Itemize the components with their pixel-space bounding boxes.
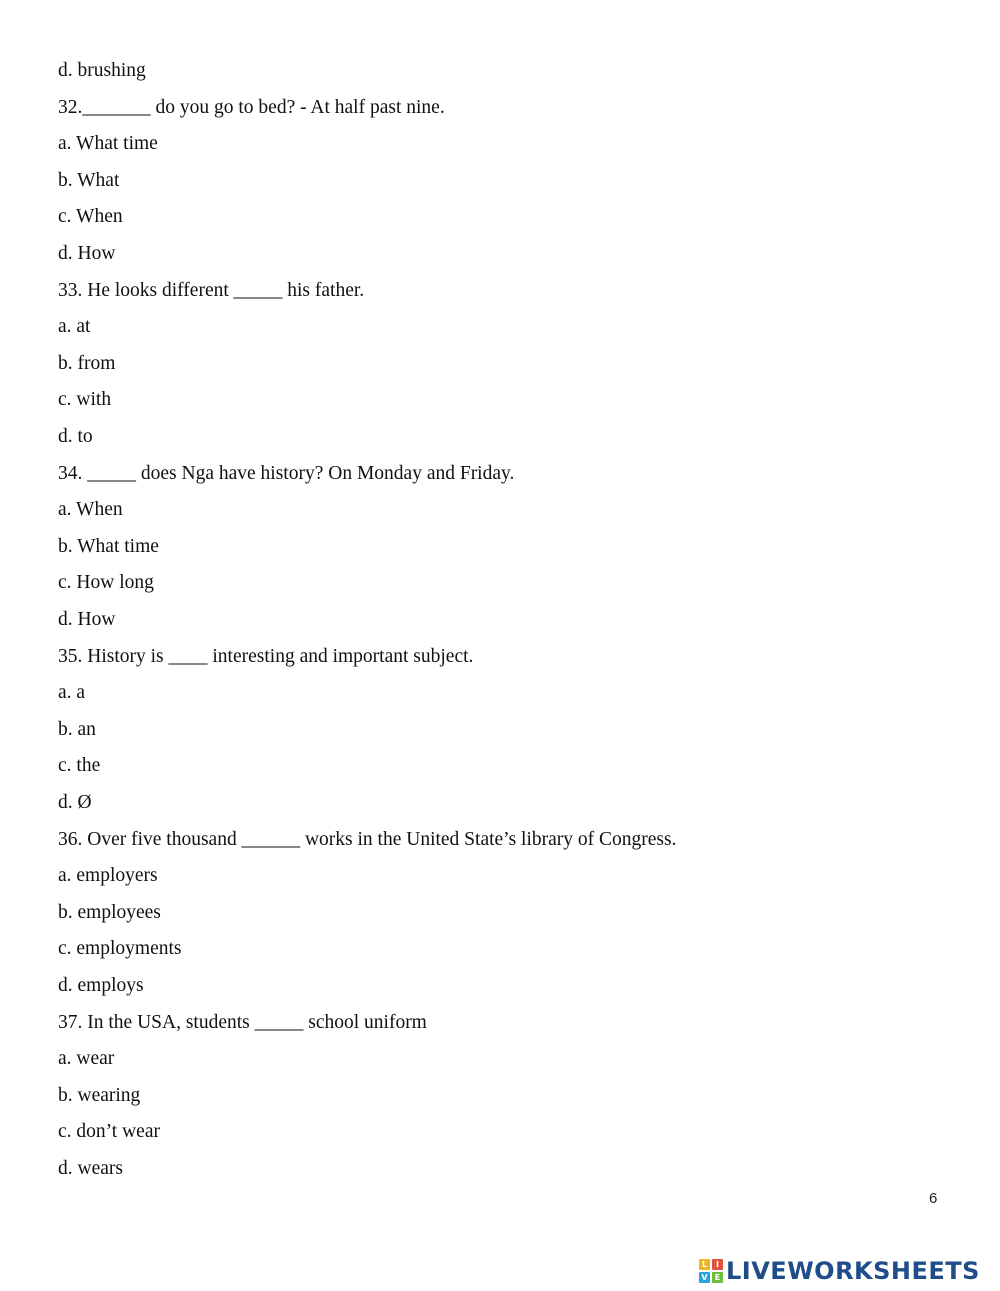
answer-option: b. What [58, 170, 120, 191]
answer-option: c. the [58, 755, 101, 776]
answer-option: d. Ø [58, 792, 92, 813]
logo-text: LIVEWORKSHEETS [726, 1257, 980, 1285]
answer-option: a. What time [58, 133, 158, 154]
logo-mark-tile: V [699, 1272, 710, 1283]
answer-option: a. at [58, 316, 91, 337]
logo-mark-tile: E [712, 1272, 723, 1283]
logo-mark-tile: L [699, 1259, 710, 1270]
question-line: 33. He looks different _____ his father. [58, 280, 365, 301]
question-line: 32._______ do you go to bed? - At half past nine. [58, 97, 445, 118]
answer-option: b. an [58, 719, 96, 740]
answer-option: a. wear [58, 1048, 115, 1069]
answer-option: b. from [58, 353, 116, 374]
answer-option: b. employees [58, 902, 161, 923]
page-number: 6 [929, 1190, 938, 1207]
answer-option: a. employers [58, 865, 158, 886]
question-line: 34. _____ does Nga have history? On Monday and Friday. [58, 463, 515, 484]
answer-option: b. wearing [58, 1085, 141, 1106]
answer-option: c. How long [58, 572, 154, 593]
liveworksheets-logo[interactable] [699, 1256, 980, 1286]
answer-option: a. When [58, 499, 123, 520]
answer-option: a. a [58, 682, 86, 703]
logo-mark-icon [699, 1259, 723, 1283]
answer-option: d. How [58, 609, 116, 630]
answer-option: d. How [58, 243, 116, 264]
answer-option: c. with [58, 389, 112, 410]
answer-option: d. to [58, 426, 93, 447]
answer-option: c. employments [58, 938, 182, 959]
answer-option: c. When [58, 206, 123, 227]
answer-option: d. employs [58, 975, 144, 996]
question-line: 35. History is ____ interesting and important subject. [58, 646, 474, 667]
answer-option: b. What time [58, 536, 159, 557]
answer-option: c. don’t wear [58, 1121, 160, 1142]
answer-option: d. wears [58, 1158, 123, 1179]
question-line: 37. In the USA, students _____ school uniform [58, 1012, 427, 1033]
question-line: 36. Over five thousand ______ works in the United State’s library of Congress. [58, 829, 677, 850]
logo-mark-tile: I [712, 1259, 723, 1270]
answer-option: d. brushing [58, 60, 146, 81]
